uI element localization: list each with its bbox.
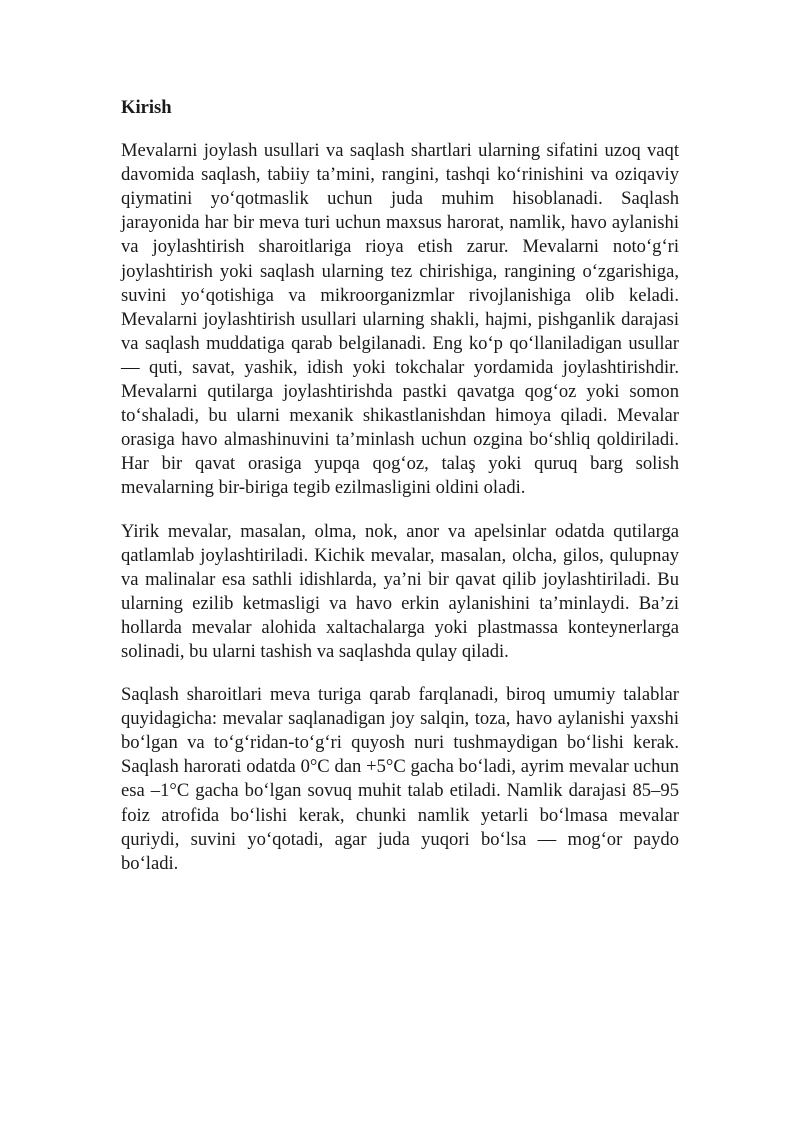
paragraph-3: Saqlash sharoitlari meva turiga qarab farqlanadi, biroq umumiy talablar quyidagicha: mevalar saqlanadigan joy salqin, toza, havo aylanishi yaxshi bo‘lgan va to‘g‘ridan-to‘g‘ri quyosh nuri tushmaydigan bo‘lishi kerak. Saqlash harorati odatda 0°C dan +5°C gacha bo‘ladi, ayrim mevalar uchun esa –1°C gacha bo‘lgan sovuq muhit talab etiladi. Namlik darajasi 85–95 foiz atrofida bo‘lishi kerak, chunki namlik yetarli bo‘lmasa mevalar quriydi, suvini yo‘qotadi, agar juda yuqori bo‘lsa — mog‘or paydo bo‘ladi. bbox=[121, 684, 679, 874]
paragraph-1: Mevalarni joylash usullari va saqlash shartlari ularning sifatini uzoq vaqt davomida saqlash, tabiiy ta’mini, rangini, tashqi ko‘rinishini va oziqaviy qiymatini yo‘qotmaslik uchun juda muhim hisoblanadi. Saqlash jarayonida har bir meva turi uchun maxsus harorat, namlik, havo aylanishi va joylashtirish sharoitlariga rioya etish zarur. Mevalarni noto‘g‘ri joylashtirish yoki saqlash ularning tez chirishiga, rangining o‘zgarishiga, suvini yo‘qotishiga va mikroorganizmlar rivojlanishiga olib keladi. Mevalarni joylashtirish usullari ularning shakli, hajmi, pishganlik darajasi va saqlash muddatiga qarab belgilanadi. Eng ko‘p qo‘llaniladigan usullar — quti, savat, yashik, idish yoki tokchalar yordamida joylashtirishdir. Mevalarni qutilarga joylashtirishda pastki qavatga qog‘oz yoki somon to‘shaladi, bu ularni mexanik shikastlanishdan himoya qiladi. Mevalar orasiga havo almashinuvini ta’minlash uchun ozgina bo‘shliq qoldiriladi. Har bir qavat orasiga yupqa qog‘oz, talaş yoki quruq barg solish mevalarning bir-biriga tegib ezilmasligini oldini oladi. bbox=[121, 140, 679, 499]
document-page bbox=[121, 96, 679, 895]
section-heading: Kirish bbox=[121, 97, 172, 118]
paragraph-2: Yirik mevalar, masalan, olma, nok, anor va apelsinlar odatda qutilarga qatlamlab joylashtiriladi. Kichik mevalar, masalan, olcha, gilos, qulupnay va malinalar esa sathli idishlarda, ya’ni bir qavat qilib joylashtiriladi. Bu ularning ezilib ketmasligi va havo erkin aylanishini ta’minlaydi. Ba’zi hollarda mevalar alohida xaltachalarga yoki plastmassa konteynerlarga solinadi, bu ularni tashish va saqlashda qulay qiladi. bbox=[121, 520, 679, 662]
